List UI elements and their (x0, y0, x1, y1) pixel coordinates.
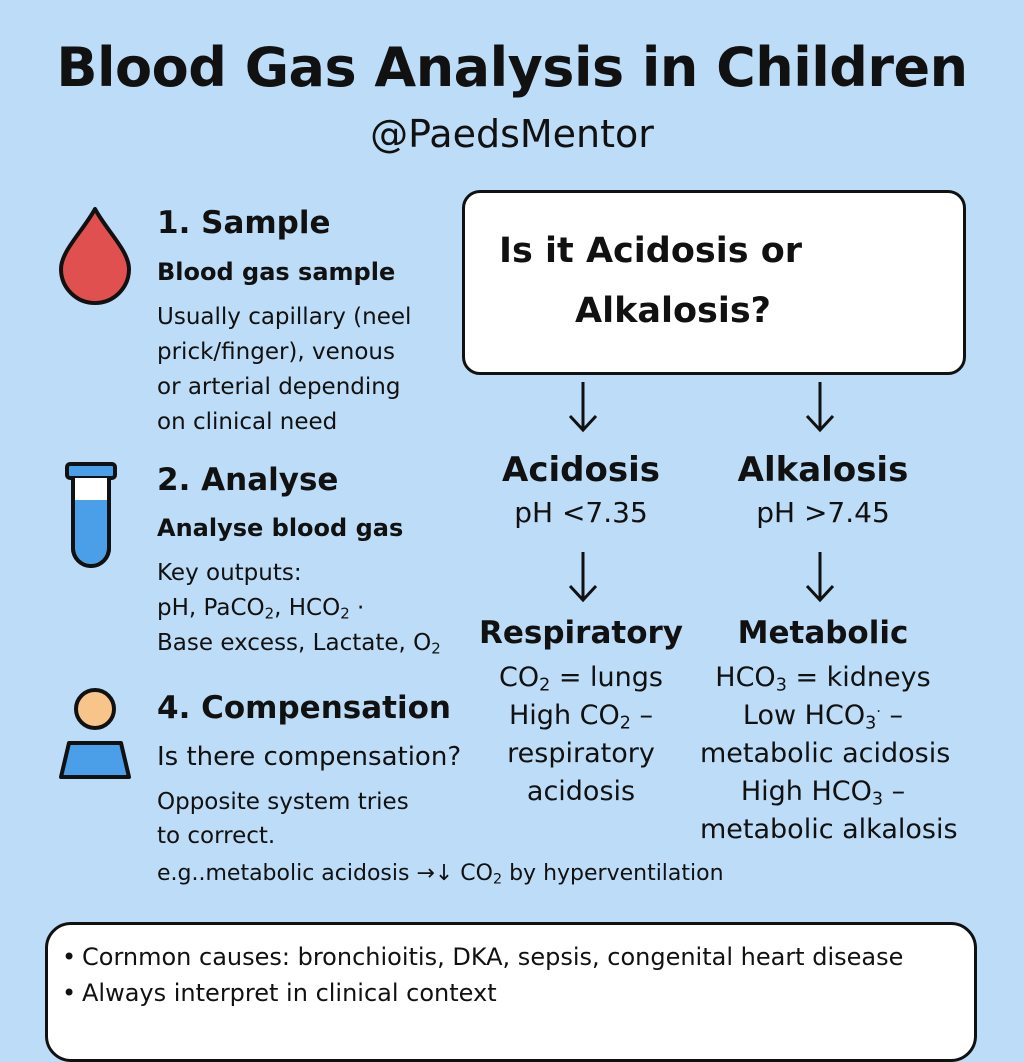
text-line: Base excess, Lactate, $O_2$ (157, 630, 441, 658)
step-sample-heading: 1. Sample (157, 205, 331, 241)
respiratory-line: $CO_2$ = lungs (499, 662, 663, 696)
respiratory-line: High $CO_2$ – (509, 700, 653, 734)
test-tube-icon (63, 460, 119, 572)
author-handle: @PaedsMentor (370, 112, 654, 156)
text-line: Opposite system tries (157, 789, 409, 815)
notes-box (45, 922, 977, 1062)
respiratory-column (472, 615, 690, 811)
person-icon (55, 685, 135, 785)
step-compensation-subheading: Is there compensation? (157, 742, 462, 772)
list-item: • Always interpret in clinical context (82, 975, 974, 1011)
list-item: • Cornmon causes: bronchioitis, DKA, sepsis, congenital heart disease (82, 939, 974, 975)
metabolic-heading: Metabolic (737, 615, 909, 651)
metabolic-line: High $HCO_3$ – (740, 776, 906, 810)
text-line: pH, PaCO$_2$, $HCO_2$ · (157, 595, 365, 623)
respiratory-heading: Respiratory (479, 615, 683, 651)
respiratory-line: respiratory (507, 738, 655, 769)
page-title: Blood Gas Analysis in Children (56, 36, 968, 99)
metabolic-line: metabolic acidosis (700, 738, 951, 769)
text-line: on clinical need (157, 409, 338, 435)
alkalosis-heading: Alkalosis (737, 450, 909, 490)
acidosis-heading: Acidosis (502, 450, 660, 490)
text-line: prick/finger), venous (157, 339, 395, 365)
step-analyse-subheading: Analyse blood gas (157, 514, 404, 542)
step-sample-subheading: Blood gas sample (157, 258, 396, 286)
question-line-1: Is it Acidosis or (499, 231, 803, 271)
alkalosis-ph: pH >7.45 (756, 496, 890, 529)
text-line: Key outputs: (157, 560, 302, 586)
text-line: Usually capillary (neel (157, 304, 412, 330)
metabolic-line: $HCO_3$ = kidneys (715, 662, 931, 696)
step-compensation-heading: 4. Compensation (157, 690, 451, 726)
compensation-example: e.g..metabolic acidosis →↓ $CO_2$ by hyperventilation (157, 861, 724, 888)
notes-list (48, 925, 974, 1011)
down-arrow-icon (797, 380, 843, 436)
step-analyse-heading: 2. Analyse (157, 462, 339, 498)
down-arrow-icon (797, 550, 843, 606)
text-line: or arterial depending (157, 374, 401, 400)
blood-drop-icon (55, 205, 135, 305)
metabolic-column (700, 615, 958, 849)
down-arrow-icon (560, 550, 606, 606)
acidosis-ph: pH <7.35 (514, 496, 648, 529)
metabolic-line: Low $HCO_3^\cdot$ – (742, 700, 904, 734)
metabolic-line: metabolic alkalosis (700, 814, 958, 845)
step-compensation-text (157, 785, 409, 853)
step-sample-text (157, 300, 411, 440)
question-line-2: Alkalosis? (575, 291, 771, 331)
alkalosis-column (716, 450, 930, 529)
acidosis-column (478, 450, 684, 529)
question-box (462, 190, 966, 375)
step-analyse-text (157, 556, 441, 661)
text-line: to correct. (157, 823, 276, 849)
respiratory-line: acidosis (526, 776, 636, 807)
down-arrow-icon (560, 380, 606, 436)
